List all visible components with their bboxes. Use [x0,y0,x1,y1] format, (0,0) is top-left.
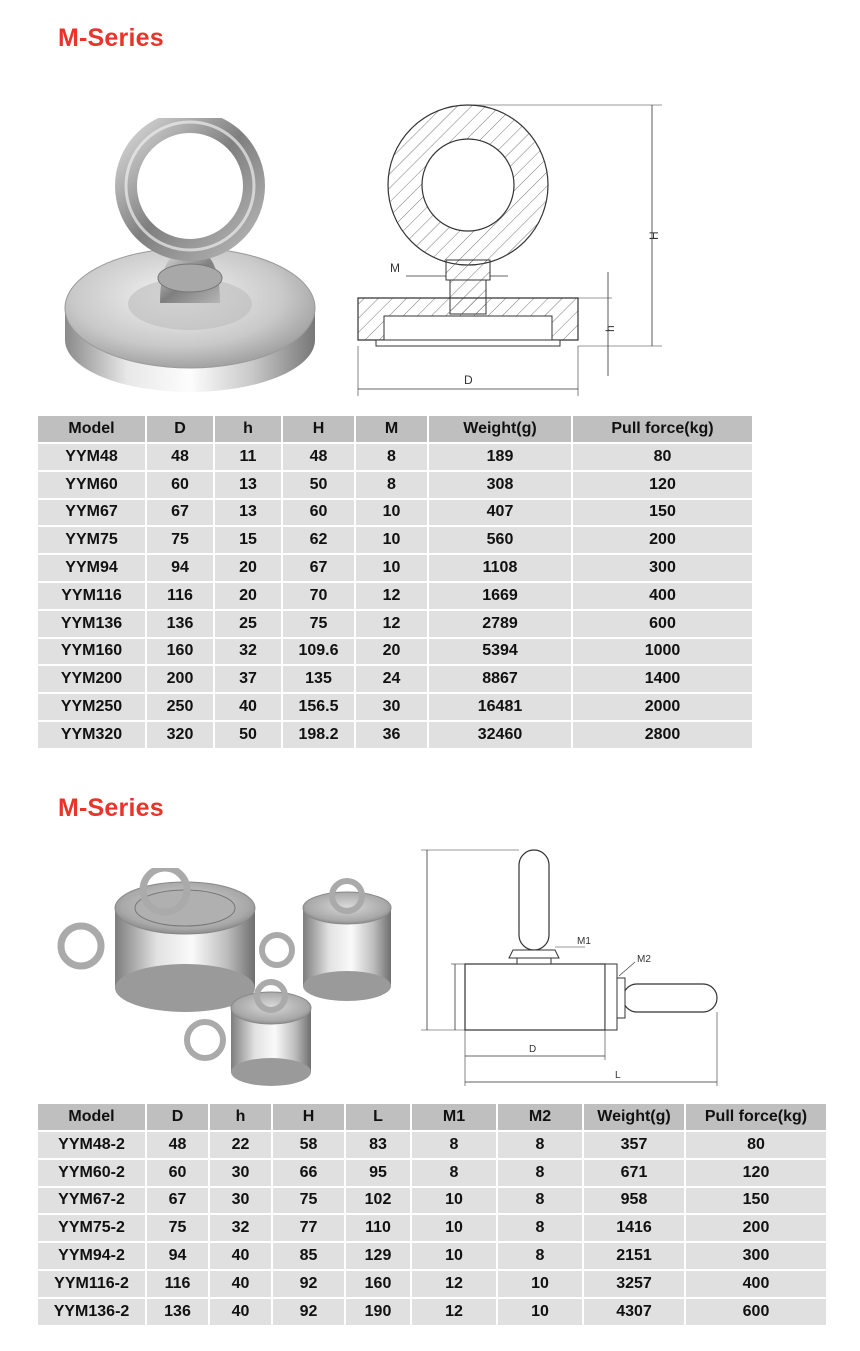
table-cell: 8 [412,1160,496,1186]
table-cell: 10 [412,1215,496,1241]
table-row [38,1215,826,1241]
table-cell: 13 [215,472,281,498]
table-cell: 407 [429,500,571,526]
table-cell: 102 [346,1188,410,1214]
table-cell: 136 [147,611,213,637]
table-cell: 1416 [584,1215,684,1241]
column-header: Weight(g) [584,1104,684,1130]
column-header: Pull force(kg) [686,1104,826,1130]
table-cell: 3257 [584,1271,684,1297]
table-cell: 156.5 [283,694,354,720]
table-row [38,500,752,526]
table-cell: 308 [429,472,571,498]
table-cell: 83 [346,1132,410,1158]
table-cell: 12 [356,583,427,609]
table-cell: 200 [686,1215,826,1241]
column-header: h [210,1104,271,1130]
section-title: M-Series [58,24,164,52]
table-cell: 198.2 [283,722,354,748]
table-row [38,1160,826,1186]
table-cell: 1108 [429,555,571,581]
table-row [38,527,752,553]
column-header: Pull force(kg) [573,416,752,442]
table-cell: 8 [498,1132,582,1158]
table-cell: 25 [215,611,281,637]
table-cell: 48 [147,1132,208,1158]
table-cell: 20 [215,583,281,609]
table-cell: 32 [215,639,281,665]
table-cell: YYM116-2 [38,1271,145,1297]
eye-bolt-magnet-drawing [350,100,680,400]
table-row [38,1188,826,1214]
dim-label-m: M [390,261,400,275]
table-cell: YYM320 [38,722,145,748]
column-header: H [283,416,354,442]
table-cell: 8 [356,444,427,470]
table-cell: 300 [573,555,752,581]
table-cell: YYM60-2 [38,1160,145,1186]
table-cell: 10 [412,1243,496,1269]
table-cell: 11 [215,444,281,470]
table-cell: 20 [356,639,427,665]
table-cell: 10 [356,500,427,526]
table-cell: 109.6 [283,639,354,665]
table-cell: 32 [210,1215,271,1241]
table-cell: 40 [210,1299,271,1325]
table-cell: 48 [283,444,354,470]
table-cell: 300 [686,1243,826,1269]
table-header-row [38,416,752,442]
table-cell: 80 [686,1132,826,1158]
table-cell: 15 [215,527,281,553]
table-cell: 200 [573,527,752,553]
table-cell: YYM67 [38,500,145,526]
table-cell: 120 [686,1160,826,1186]
table-cell: 70 [283,583,354,609]
table-row [38,555,752,581]
table-cell: 36 [356,722,427,748]
table-cell: 75 [273,1188,344,1214]
table-cell: 135 [283,666,354,692]
dim-label-l: L [615,1070,621,1081]
table-cell: 190 [346,1299,410,1325]
table-cell: 40 [210,1271,271,1297]
table-header-row [38,1104,826,1130]
table-cell: YYM160 [38,639,145,665]
table-cell: 400 [686,1271,826,1297]
column-header: M2 [498,1104,582,1130]
dim-label-m1: M1 [577,936,591,947]
column-header: H [273,1104,344,1130]
table-cell: 129 [346,1243,410,1269]
table-cell: 250 [147,694,213,720]
column-header: M [356,416,427,442]
table-cell: 22 [210,1132,271,1158]
table-row [38,1132,826,1158]
table-cell: 10 [498,1299,582,1325]
table-cell: 24 [356,666,427,692]
table-cell: 94 [147,1243,208,1269]
table-cell: 1400 [573,666,752,692]
dim-label-d2: D [529,1044,537,1055]
table-cell: 60 [147,472,213,498]
table-cell: 8 [356,472,427,498]
dim-label-h-lower: h [603,325,617,332]
double-sided-magnets-photo [55,868,400,1096]
double-sided-magnet-drawing [415,840,725,1092]
table-cell: 10 [356,555,427,581]
table-cell: 600 [686,1299,826,1325]
table-cell: 958 [584,1188,684,1214]
table-cell: YYM75-2 [38,1215,145,1241]
table-cell: 136 [147,1299,208,1325]
table-cell: YYM60 [38,472,145,498]
table-cell: 8 [498,1243,582,1269]
table-row [38,666,752,692]
column-header: Model [38,1104,145,1130]
table-cell: 66 [273,1160,344,1186]
column-header: Weight(g) [429,416,571,442]
table-cell: 357 [584,1132,684,1158]
table-row [38,722,752,748]
table-cell: 116 [147,1271,208,1297]
table-cell: 1669 [429,583,571,609]
table-cell: 150 [573,500,752,526]
table-cell: 95 [346,1160,410,1186]
table-cell: 13 [215,500,281,526]
table-cell: 30 [210,1188,271,1214]
table-row [38,694,752,720]
table-cell: 37 [215,666,281,692]
table-cell: 150 [686,1188,826,1214]
table-cell: 600 [573,611,752,637]
table-cell: 116 [147,583,213,609]
table-cell: 5394 [429,639,571,665]
table-cell: 48 [147,444,213,470]
table-cell: YYM136-2 [38,1299,145,1325]
table-cell: 30 [210,1160,271,1186]
table-cell: 12 [412,1271,496,1297]
table-cell: 2800 [573,722,752,748]
table-cell: 62 [283,527,354,553]
table-cell: 10 [498,1271,582,1297]
table-cell: 8 [412,1132,496,1158]
table-cell: 40 [215,694,281,720]
table-cell: YYM116 [38,583,145,609]
table-cell: 20 [215,555,281,581]
table-cell: 30 [356,694,427,720]
table-cell: 2000 [573,694,752,720]
table-row [38,444,752,470]
table-cell: YYM75 [38,527,145,553]
table-cell: 75 [147,1215,208,1241]
table-row [38,472,752,498]
table-cell: 50 [283,472,354,498]
table-row [38,1271,826,1297]
column-header: D [147,1104,208,1130]
table-cell: 8 [498,1160,582,1186]
table-cell: 200 [147,666,213,692]
table-cell: 60 [283,500,354,526]
table-cell: 16481 [429,694,571,720]
table-cell: 92 [273,1299,344,1325]
table-cell: 8 [498,1188,582,1214]
table-cell: 32460 [429,722,571,748]
table-cell: 4307 [584,1299,684,1325]
table-cell: 110 [346,1215,410,1241]
table-cell: YYM94-2 [38,1243,145,1269]
table-cell: 75 [283,611,354,637]
table-row [38,583,752,609]
spec-table-2 [36,1102,828,1327]
column-header: L [346,1104,410,1130]
table-cell: 8867 [429,666,571,692]
table-cell: 50 [215,722,281,748]
table-cell: 12 [356,611,427,637]
eye-bolt-magnet-photo [60,118,320,400]
table-cell: 2151 [584,1243,684,1269]
dim-label-m2: M2 [637,954,651,965]
table-cell: 160 [346,1271,410,1297]
table-cell: 60 [147,1160,208,1186]
table-row [38,1299,826,1325]
table-cell: YYM136 [38,611,145,637]
table-cell: YYM200 [38,666,145,692]
table-cell: 85 [273,1243,344,1269]
table-cell: 560 [429,527,571,553]
table-cell: YYM67-2 [38,1188,145,1214]
column-header: h [215,416,281,442]
table-cell: 94 [147,555,213,581]
table-cell: 67 [147,500,213,526]
table-cell: YYM48-2 [38,1132,145,1158]
table-cell: 75 [147,527,213,553]
spec-table-1 [36,414,754,750]
table-row [38,639,752,665]
dim-label-d: D [464,373,473,387]
table-cell: 10 [356,527,427,553]
table-cell: 671 [584,1160,684,1186]
table-cell: 92 [273,1271,344,1297]
table-cell: 400 [573,583,752,609]
table-row [38,1243,826,1269]
table-cell: 80 [573,444,752,470]
table-cell: 40 [210,1243,271,1269]
dim-label-h-upper: H [647,231,661,240]
table-row [38,611,752,637]
table-cell: 160 [147,639,213,665]
table-cell: YYM94 [38,555,145,581]
table-cell: 67 [147,1188,208,1214]
section-title: M-Series [58,794,164,822]
column-header: M1 [412,1104,496,1130]
table-cell: 77 [273,1215,344,1241]
table-cell: YYM48 [38,444,145,470]
table-cell: 10 [412,1188,496,1214]
table-cell: YYM250 [38,694,145,720]
table-cell: 2789 [429,611,571,637]
table-cell: 67 [283,555,354,581]
table-cell: 1000 [573,639,752,665]
table-cell: 12 [412,1299,496,1325]
column-header: D [147,416,213,442]
table-cell: 8 [498,1215,582,1241]
table-cell: 58 [273,1132,344,1158]
column-header: Model [38,416,145,442]
table-cell: 320 [147,722,213,748]
table-cell: 120 [573,472,752,498]
table-cell: 189 [429,444,571,470]
